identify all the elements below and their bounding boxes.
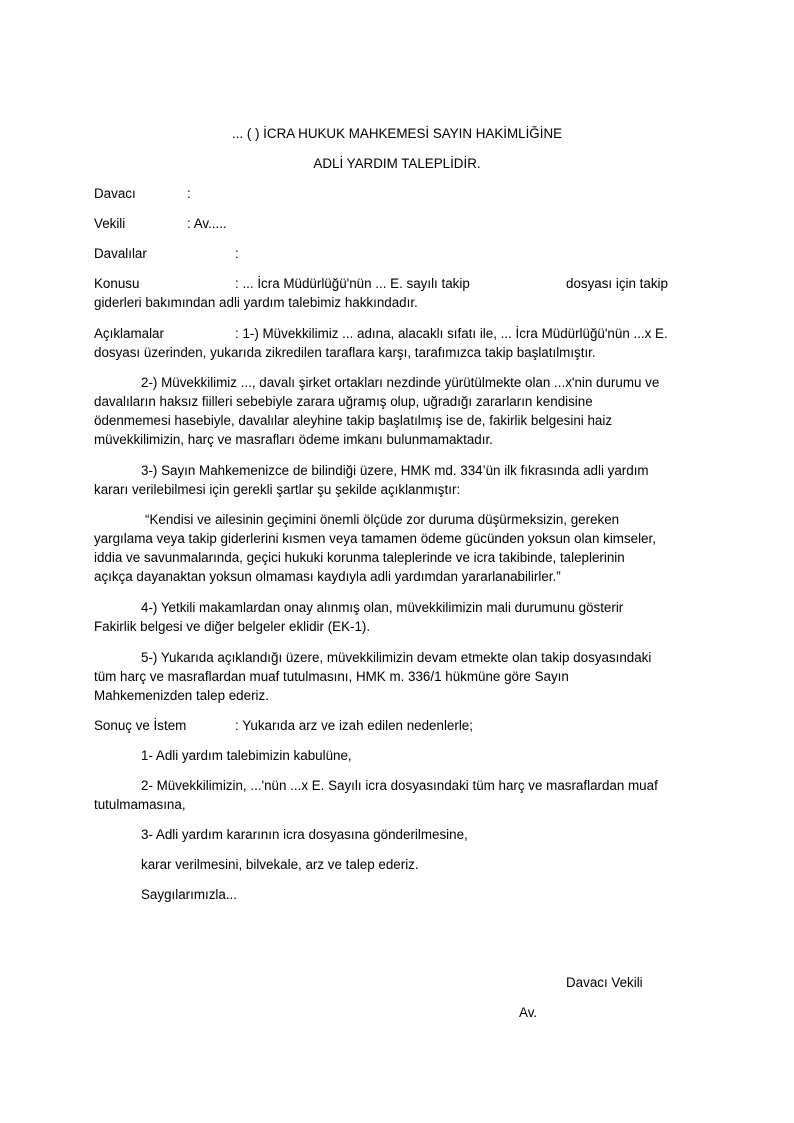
sonuc-item2-l2: tutulmamasına, xyxy=(94,797,186,812)
aciklama-p4-l1: 4-) Yetkili makamlardan onay alınmış olan, müvekkilimizin mali durumunu gösterir xyxy=(141,600,624,615)
aciklama-p2-l4: müvekkilimizin, harç ve masrafları ödeme imkanı bulunmamaktadır. xyxy=(94,432,493,447)
subject-title: ADLİ YARDIM TALEPLİDİR. xyxy=(313,156,481,171)
sonuc-item2-l1: 2- Müvekkilimizin, ...'nün ...x E. Sayılı icra dosyasındaki tüm harç ve masraflardan muaf xyxy=(141,778,658,793)
aciklama-p3-l1: 3-) Sayın Mahkemenizce de bilindiği üzere, HMK md. 334’ün ilk fıkrasında adli yardım xyxy=(141,463,649,478)
aciklama-p1-first: : 1-) Müvekkilimiz ... adına, alacaklı sıfatı ile, ... İcra Müdürlüğü'nün ...x E. xyxy=(235,326,668,341)
quote-l1: “Kendisi ve ailesinin geçimini önemli ölçüde zor duruma düşürmeksizin, gereken xyxy=(145,512,620,527)
davaci-colon: : xyxy=(187,186,191,201)
aciklama-p2-l2: davalıların haksız fiilleri sebebiyle zarara uğramış olup, uğradığı zararların kendisine xyxy=(94,394,593,409)
quote-l4: açıkça dayanaktan yoksun olmaması kaydıyla adli yardımdan yararlanabilirler.” xyxy=(94,569,561,584)
sonuc-closing: karar verilmesini, bilvekale, arz ve talep ederiz. xyxy=(141,857,419,872)
aciklama-p4-l2: Fakirlik belgesi ve diğer belgeler eklidir (EK-1). xyxy=(94,619,371,634)
aciklama-p5-l3: Mahkemenizden talep ederiz. xyxy=(94,688,269,703)
aciklama-p2-l3: ödenmemesi hasebiyle, davalılar aleyhine takip başlatılmış ise de, fakirlik belgesini haiz xyxy=(94,413,613,428)
sonuc-intro: : Yukarıda arz ve izah edilen nedenlerle; xyxy=(235,718,473,733)
court-title: ... ( ) İCRA HUKUK MAHKEMESİ SAYIN HAKİMLİĞİNE xyxy=(231,126,563,141)
konusu-value-cont: dosyası için takip xyxy=(566,276,668,291)
sonuc-label: Sonuç ve İstem xyxy=(94,718,187,733)
konusu-line2: giderleri bakımından adli yardım talebimiz hakkındadır. xyxy=(94,295,418,310)
konusu-value: : ... İcra Müdürlüğü'nün ... E. sayılı takip xyxy=(235,276,470,291)
aciklama-p2-l1: 2-) Müvekkilimiz ..., davalı şirket ortakları nezdinde yürütülmekte olan ...x'nin durumu ve xyxy=(141,375,660,390)
aciklama-p1-line2: dosyası üzerinden, yukarıda zikredilen taraflara karşı, tarafımızca takip başlatılmıştır. xyxy=(94,345,596,360)
konusu-label: Konusu xyxy=(94,276,140,291)
quote-l3: iddia ve savunmalarında, geçici hukuki korunma taleplerinde ve icra takibinde, taleplerinin xyxy=(94,550,625,565)
aciklama-p5-l1: 5-) Yukarıda açıklandığı üzere, müvekkilimizin devam etmekte olan takip dosyasındaki xyxy=(141,650,652,665)
aciklama-p5-l2: tüm harç ve masraflardan muaf tutulmasını, HMK m. 336/1 hükmüne göre Sayın xyxy=(94,669,569,684)
sonuc-regards: Saygılarımızla... xyxy=(141,887,237,902)
davalilar-colon: : xyxy=(235,246,239,261)
signature-role: Davacı Vekili xyxy=(566,975,643,990)
sonuc-item3: 3- Adli yardım kararının icra dosyasına gönderilmesine, xyxy=(141,827,468,842)
davaci-label: Davacı xyxy=(94,186,136,201)
signature-name: Av. xyxy=(519,1005,538,1020)
quote-l2: yargılama veya takip giderlerini kısmen veya tamamen ödeme gücünden yoksun olan kimseler, xyxy=(94,531,656,546)
vekili-value: : Av..... xyxy=(187,216,227,231)
vekili-label: Vekili xyxy=(94,216,126,231)
aciklamalar-label: Açıklamalar xyxy=(94,326,164,341)
davalilar-label: Davalılar xyxy=(94,246,147,261)
sonuc-item1: 1- Adli yardım talebimizin kabulüne, xyxy=(141,748,352,763)
aciklama-p3-l2: kararı verilebilmesi için gerekli şartlar şu şekilde açıklanmıştır: xyxy=(94,482,461,497)
